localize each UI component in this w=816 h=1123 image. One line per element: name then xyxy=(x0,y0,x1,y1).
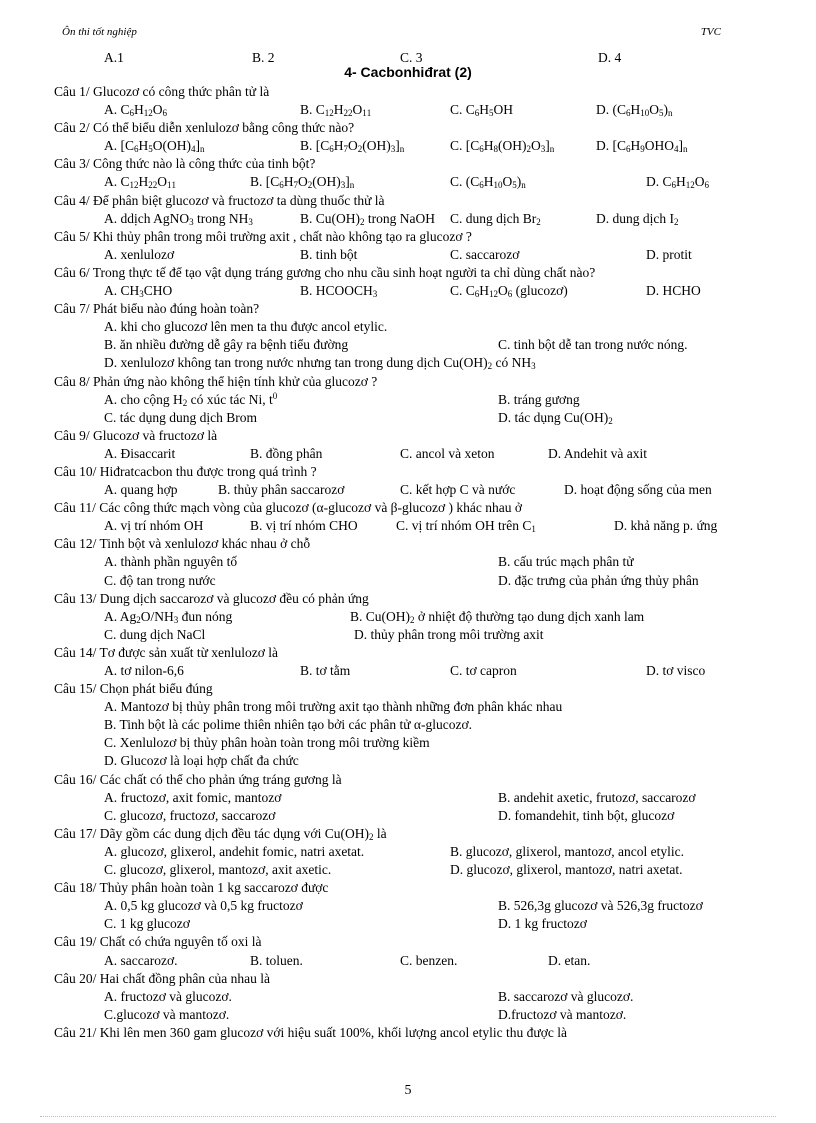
answer-option: D. $[C_6H_9OHO_4]_n$ xyxy=(596,138,688,155)
question-stem: Câu 17/ Dãy gồm các dung dịch đều tác dụng với $Cu(OH)_2$ là xyxy=(54,825,387,842)
answer-option: C. vị trí nhóm OH trên $C_1$ xyxy=(396,518,536,535)
answer-option: C. $[C_6H_8(OH)_2O_3]_n$ xyxy=(450,138,555,155)
answer-option: B. Tinh bột là các polime thiên nhiên tạo bởi các phân tử α-glucozơ. xyxy=(104,717,472,733)
question-stem: Câu 11/ Các công thức mạch vòng của glucozơ (α-glucozơ và β-glucozơ ) khác nhau ở xyxy=(54,500,523,516)
option-row xyxy=(54,897,754,915)
option-row xyxy=(54,843,754,861)
header-right: TVC xyxy=(700,26,721,38)
answer-option: C. tơ capron xyxy=(450,663,517,678)
answer-option: A. cho cộng $H_2$ có xúc tác Ni, $t^0$ xyxy=(104,390,278,408)
answer-option: B. $[C_6H_7O_2(OH)_3]_n$ xyxy=(300,138,405,155)
question-stem: Câu 4/ Để phân biệt glucozơ và fructozơ ta dùng thuốc thử là xyxy=(54,192,385,208)
question-stem: Câu 16/ Các chất có thể cho phản ứng tráng gương là xyxy=(54,771,342,787)
answer-option: B. thủy phân saccarozơ xyxy=(218,482,345,498)
question-stem: Câu 8/ Phản ứng nào không thể hiện tính khử của glucozơ ? xyxy=(54,373,378,389)
answer-option: D. fomandehit, tinh bột, glucozơ xyxy=(498,807,675,823)
answer-option: D. xenlulozơ không tan trong nước nhưng tan trong dung dịch $Cu(OH)_2$ có $NH_3$ xyxy=(104,355,536,372)
option: D. 4 xyxy=(598,50,622,65)
answer-option: C. $(C_6H_{10}O_5)_n$ xyxy=(450,174,526,191)
answer-option: C. độ tan trong nước xyxy=(104,572,216,588)
option-row xyxy=(54,336,754,354)
answer-option: C. glucozơ, glixerol, mantozơ, axit axetic. xyxy=(104,862,332,878)
answer-option: A. quang hợp xyxy=(104,482,178,498)
answer-option: A. $CH_3CHO$ xyxy=(104,283,173,300)
option: C. 3 xyxy=(400,50,423,65)
question-stem: Câu 19/ Chất có chứa nguyên tố oxi là xyxy=(54,934,262,950)
answer-option: C. 1 kg glucozơ xyxy=(104,916,190,932)
answer-option: B. ăn nhiều đường dễ gây ra bệnh tiểu đường xyxy=(104,337,349,353)
answer-option: A. thành phần nguyên tố xyxy=(104,554,238,570)
question-stem: Câu 14/ Tơ được sản xuất từ xenlulozơ là xyxy=(54,644,279,660)
answer-option: B. tơ tằm xyxy=(300,663,351,678)
answer-option: C. benzen. xyxy=(400,952,458,968)
answer-option: D. $(C_6H_{10}O_5)_n$ xyxy=(596,102,673,119)
answer-option: A. fructozơ, axit fomic, mantozơ xyxy=(104,789,282,805)
answer-option: A. 0,5 kg glucozơ và 0,5 kg fructozơ xyxy=(104,898,303,914)
answer-option: B. $Cu(OH)_2$ trong NaOH xyxy=(300,210,435,227)
option-row xyxy=(54,861,754,879)
answer-option: B. vị trí nhóm CHO xyxy=(250,518,358,534)
option-row xyxy=(54,752,754,770)
answer-option: A. xenlulozơ xyxy=(104,246,175,262)
answer-option: C. saccarozơ xyxy=(450,246,520,262)
answer-option: D. glucozơ, glixerol, mantozơ, natri axetat. xyxy=(450,862,683,878)
answer-option: D. dung dịch $I_2$ xyxy=(596,210,679,227)
answer-option: A. saccarozơ. xyxy=(104,952,178,968)
answer-option: A. ddịch AgNO$_3$ trong $NH_3$ xyxy=(104,210,253,227)
header-left: Ôn thi tốt nghiệp xyxy=(62,26,137,38)
answer-option: B. saccarozơ và glucozơ. xyxy=(498,988,634,1004)
question-stem: Câu 12/ Tinh bột và xenlulozơ khác nhau ở chỗ xyxy=(54,536,311,552)
option-row xyxy=(54,807,754,825)
answer-option: B. $Cu(OH)_2$ ở nhiệt độ thường tạo dung dịch xanh lam xyxy=(350,608,645,625)
option-row xyxy=(54,101,754,119)
answer-option: A. khi cho glucozơ lên men ta thu được ancol etylic. xyxy=(104,319,388,335)
section-title: 4- Cacbonhiđrat (2) xyxy=(344,64,472,80)
option: A.1 xyxy=(104,50,124,65)
answer-option: D. tơ visco xyxy=(646,663,706,678)
answer-option: B. $C_{12}H_{22}O_{11}$ xyxy=(300,102,372,119)
answer-option: C. dung dịch NaCl xyxy=(104,626,206,642)
answer-option: D. thủy phân trong môi trường axit xyxy=(354,626,544,642)
answer-option: C. dung dịch $Br_2$ xyxy=(450,210,541,227)
answer-option: B. tinh bột xyxy=(300,246,358,262)
answer-option: D.fructozơ và mantozơ. xyxy=(498,1006,627,1022)
answer-option: B. glucozơ, glixerol, mantozơ, ancol etylic. xyxy=(450,843,684,859)
answer-option: A. vị trí nhóm OH xyxy=(104,518,204,534)
answer-option: B. cấu trúc mạch phân tử xyxy=(498,554,634,570)
question-stem: Câu 6/ Trong thực tế để tạo vật dụng tráng gương cho nhu cầu sinh hoạt người ta chỉ dùng chất nào? xyxy=(54,264,596,280)
option-row xyxy=(54,409,754,427)
option-row xyxy=(54,1006,754,1024)
answer-option: D. 1 kg fructozơ xyxy=(498,916,587,932)
answer-option: B. andehit axetic, frutozơ, saccarozơ xyxy=(498,789,696,805)
answer-option: B. tráng gương xyxy=(498,391,580,407)
option-row xyxy=(54,445,754,463)
answer-option: B. $HCOOCH_3$ xyxy=(300,283,378,300)
answer-option: D. etan. xyxy=(548,952,591,968)
question-stem: Câu 3/ Công thức nào là công thức của tinh bột? xyxy=(54,156,316,172)
option-row xyxy=(54,698,754,716)
option-row xyxy=(54,173,754,191)
answer-option: C. Xenlulozơ bị thủy phân hoàn toàn trong môi trường kiềm xyxy=(104,735,430,751)
option-row xyxy=(54,246,754,264)
answer-option: A. Đisaccarit xyxy=(104,445,176,461)
question-stem: Câu 15/ Chọn phát biểu đúng xyxy=(54,681,213,697)
question-stem: Câu 5/ Khi thủy phân trong môi trường axit , chất nào không tạo ra glucozơ ? xyxy=(54,228,472,244)
option-row xyxy=(54,988,754,1006)
question-stem: Câu 20/ Hai chất đồng phân của nhau là xyxy=(54,970,270,986)
answer-option: A. $C_6H_{12}O_6$ xyxy=(104,102,168,119)
answer-option: D. đặc trưng của phản ứng thủy phân xyxy=(498,572,699,588)
question-stem: Câu 10/ Hiđratcacbon thu được trong quá trình ? xyxy=(54,463,317,479)
answer-option: D. Andehit và axit xyxy=(548,445,647,461)
option-row xyxy=(54,572,754,590)
option-row xyxy=(54,952,754,970)
answer-option: C. glucozơ, fructozơ, saccarozơ xyxy=(104,807,276,823)
option-row xyxy=(54,210,754,228)
option-row xyxy=(54,318,754,336)
answer-option: B. toluen. xyxy=(250,952,303,968)
answer-option: C. $C_6H_5OH$ xyxy=(450,102,514,119)
answer-option: C. kết hợp C và nước xyxy=(400,482,516,498)
answer-option: A. tơ nilon-6,6 xyxy=(104,663,184,678)
answer-option: A. glucozơ, glixerol, andehit fomic, natri axetat. xyxy=(104,843,365,859)
answer-option: D. tác dụng $Cu(OH)_2$ xyxy=(498,409,613,426)
option-row xyxy=(54,915,754,933)
answer-option: D. protit xyxy=(646,246,692,262)
question-stem: Câu 9/ Glucozơ và fructozơ là xyxy=(54,427,218,443)
option-row xyxy=(54,716,754,734)
question-list xyxy=(54,83,754,1042)
answer-option: A. $C_{12}H_{22}O_{11}$ xyxy=(104,174,177,191)
question-stem: Câu 7/ Phát biểu nào đúng hoàn toàn? xyxy=(54,301,260,317)
question-stem: Câu 1/ Glucozơ có công thức phân tử là xyxy=(54,84,270,99)
answer-option: C. tinh bột dễ tan trong nước nóng. xyxy=(498,337,688,353)
question-stem: Câu 21/ Khi lên men 360 gam glucozơ với hiệu suất 100%, khối lượng ancol etylic thu được là xyxy=(54,1024,567,1040)
answer-option: D. hoạt động sống của men xyxy=(564,482,712,498)
option-row xyxy=(54,662,754,680)
answer-option: C. tác dụng dung dịch Brom xyxy=(104,409,257,425)
answer-option: D. $C_6H_{12}O_6$ xyxy=(646,174,710,191)
question-stem: Câu 2/ Có thể biểu diễn xenlulozơ bằng công thức nào? xyxy=(54,120,355,136)
answer-option: C.glucozơ và mantozơ. xyxy=(104,1006,230,1022)
answer-option: C. ancol và xeton xyxy=(400,445,495,461)
option-row xyxy=(54,391,754,409)
answer-option: A. $Ag_2O/NH_3$ đun nóng xyxy=(104,608,233,625)
option-row xyxy=(54,734,754,752)
answer-option: B. 526,3g glucozơ và 526,3g fructozơ xyxy=(498,898,703,914)
answer-option: B. $[C_6H_7O_2(OH)_3]_n$ xyxy=(250,174,355,191)
option-row xyxy=(54,137,754,155)
question-stem: Câu 13/ Dung dịch saccarozơ và glucozơ đều có phản ứng xyxy=(54,590,369,606)
option-row xyxy=(54,481,754,499)
answer-option: B. đồng phân xyxy=(250,445,323,461)
option: B. 2 xyxy=(252,50,275,65)
option-row xyxy=(54,789,754,807)
answer-option: A. fructozơ và glucozơ. xyxy=(104,988,232,1004)
answer-option: C. $C_6H_{12}O_6$ (glucozơ) xyxy=(450,283,568,300)
option-row xyxy=(54,354,754,372)
answer-option: A. $[C_6H_5O(OH)_4]_n$ xyxy=(104,138,205,155)
answer-option: A. Mantozơ bị thủy phân trong môi trường axit tạo thành những đơn phân khác nhau xyxy=(104,699,563,715)
option-row xyxy=(54,553,754,571)
option-row xyxy=(54,282,754,300)
answer-option: D. Glucozơ là loại hợp chất đa chức xyxy=(104,753,299,769)
answer-option: D. khả năng p. ứng xyxy=(614,518,718,534)
option-row xyxy=(54,608,754,626)
answer-option: D. HCHO xyxy=(646,283,701,299)
page-number: 5 xyxy=(404,1083,412,1098)
footer-divider xyxy=(40,1116,776,1117)
question-stem: Câu 18/ Thủy phân hoàn toàn 1 kg saccarozơ được xyxy=(54,880,329,896)
option-row xyxy=(54,626,754,644)
option-row xyxy=(54,517,754,535)
